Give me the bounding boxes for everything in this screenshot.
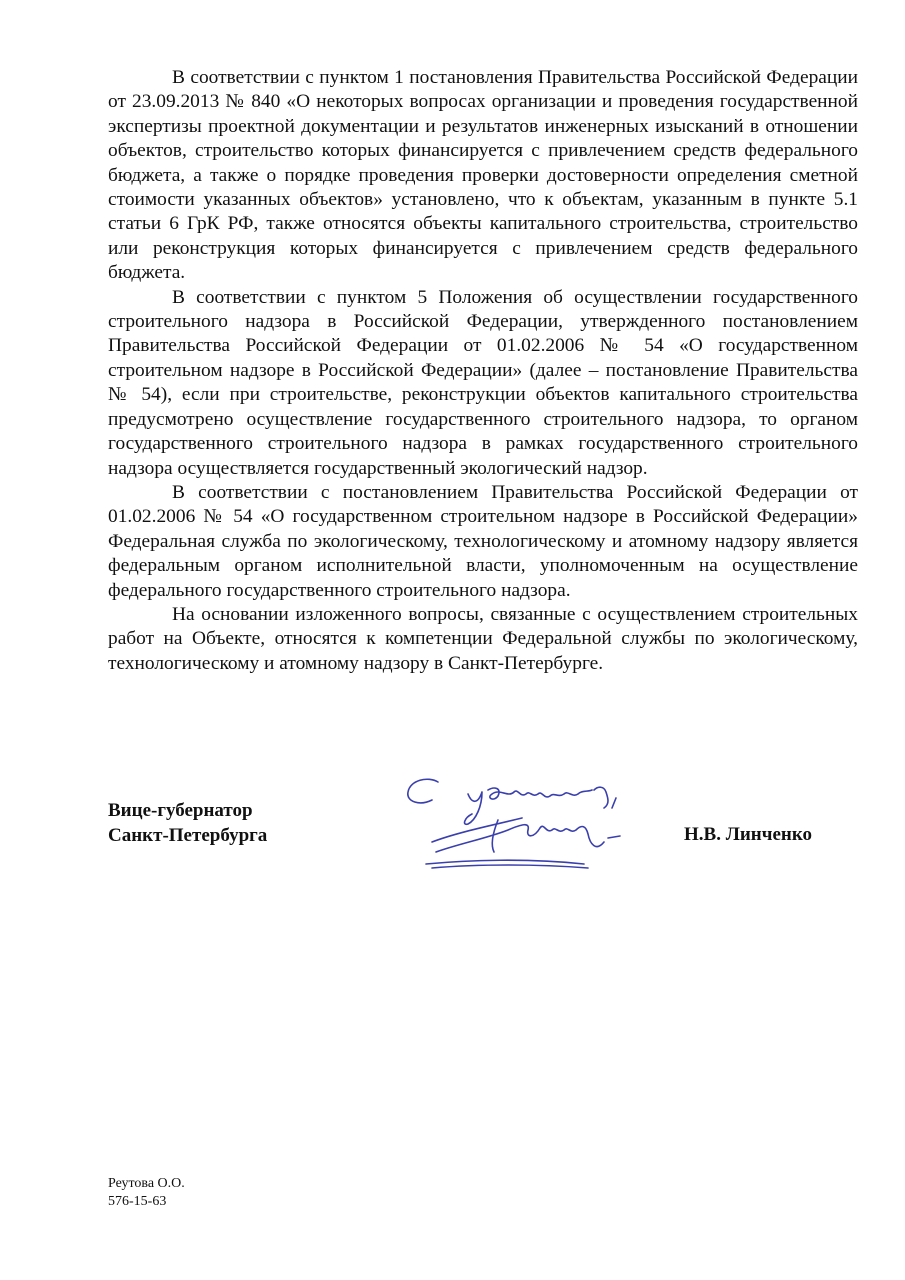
paragraph-conclusion: На основании изложенного вопросы, связанные с осуществлением строительных работ на Объекте, относятся к компетенции Федеральной службы по экологическому, технологическому и атомному надзору в Санкт-Петербурге. [108,603,858,674]
signer-position-line2: Санкт-Петербурга [108,825,268,846]
paragraph-construction-supervision: В соответствии с пунктом 5 Положения об осуществлении государственного строительного надзора в Российской Федерации, утвержденного постановлением Правительства Российской Федерации от 01.02.2006 № 54 «О государственном строительном надзоре в Российской Федерации» (далее – постановление Правительства № 54), если при строительстве, реконструкции объектов капитального строительства предусмотрено осуществление государственного строительного надзора, то органом государственного строительного надзора в рамках государственного строительного надзора осуществляется государственный экологический надзор. [108,286,858,479]
executor-name: Реутова О.О. [108,1176,185,1191]
paragraph-legal-basis-840: В соответствии с пунктом 1 постановления Правительства Российской Федерации от 23.09.2013 № 840 «О некоторых вопросах организации и проведения государственной экспертизы проектной документации и результатов инженерных изысканий в отношении объектов, строительство которых финансируется с привлечением средств федерального бюджета, а также о порядке проведения проверки достоверности определения сметной стоимости указанных объектов» установлено, что к объектам, указанным в пункте 5.1 статьи 6 ГрК РФ, также относятся объекты капитального строительства, строительство или реконструкция которых финансируется с привлечением средств федерального бюджета. [108,67,858,284]
signer-name: Н.В. Линченко [684,824,813,845]
executor-phone: 576-15-63 [108,1194,167,1209]
signer-position-line1: Вице-губернатор [108,800,253,821]
executor-info [108,1175,185,1211]
paragraph-federal-service-authority: В соответствии с постановлением Правительства Российской Федерации от 01.02.2006 № 54 «О государственном строительном надзоре в Российской Федерации» Федеральная служба по экологическому, технологическому и атомному надзору является федеральным органом исполнительной власти, уполномоченным на осуществление федерального государственного строительного надзора. [108,481,858,601]
handwritten-signature [398,768,648,878]
